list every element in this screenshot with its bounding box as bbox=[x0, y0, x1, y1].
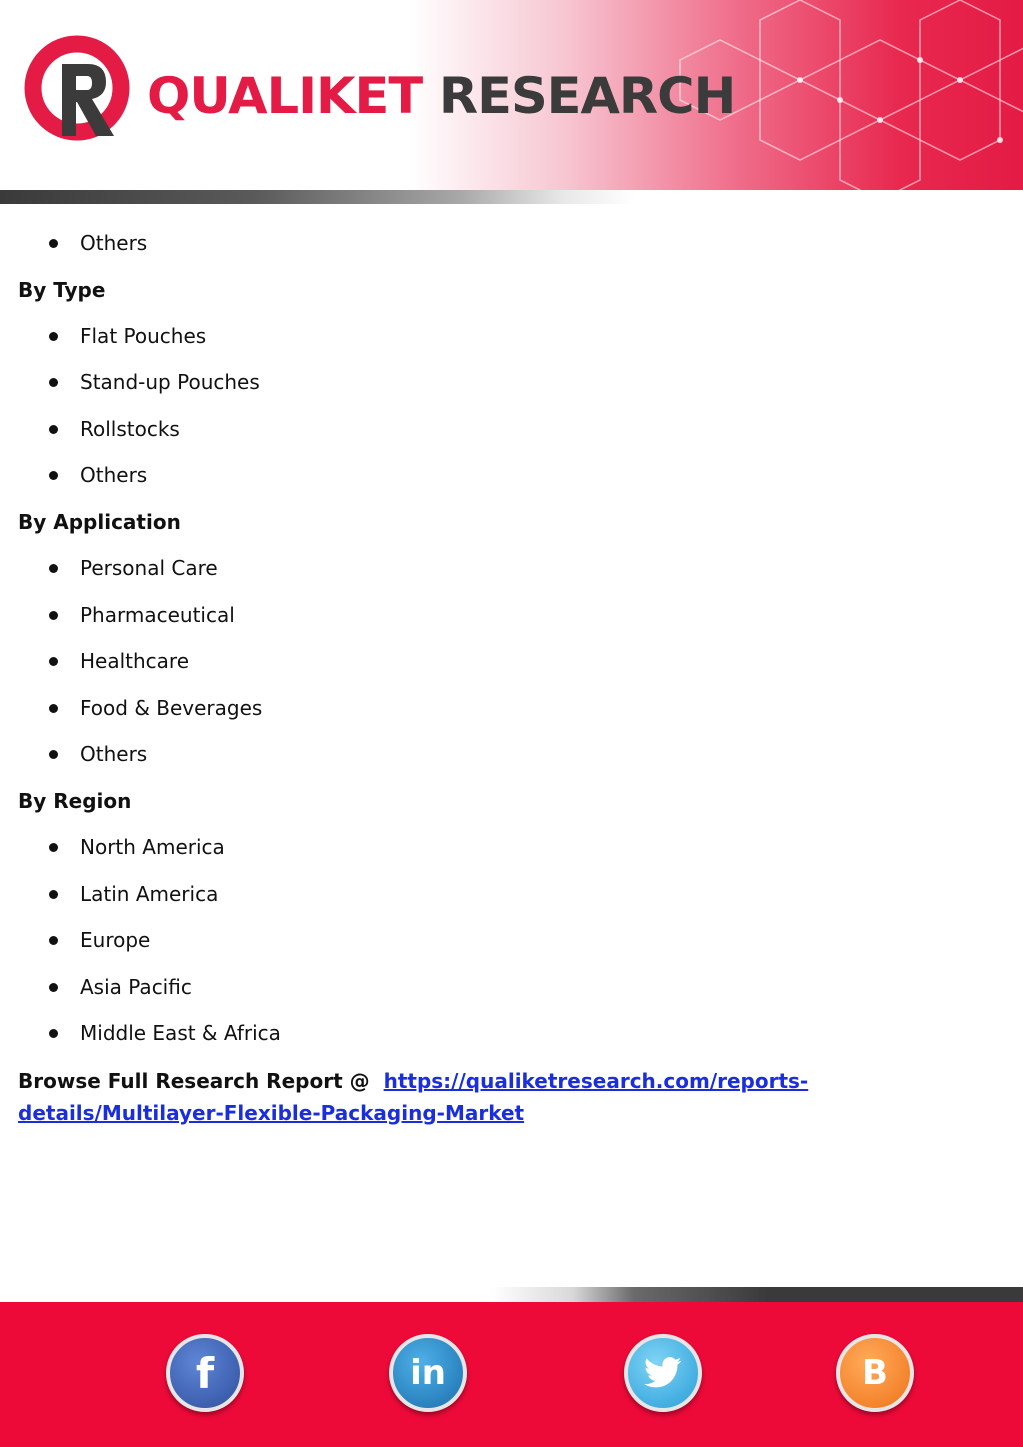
section-heading-region: By Region bbox=[18, 788, 132, 813]
blogger-glyph: B bbox=[862, 1353, 888, 1393]
bullet-icon bbox=[49, 750, 58, 759]
bullet-icon bbox=[49, 239, 58, 248]
facebook-icon[interactable] bbox=[166, 1334, 244, 1412]
list-item bbox=[18, 412, 998, 459]
list-item bbox=[18, 923, 998, 970]
twitter-icon[interactable] bbox=[624, 1334, 702, 1412]
list-item bbox=[18, 551, 998, 598]
section-heading-application: By Application bbox=[18, 509, 181, 534]
list-item-label: Stand-up Pouches bbox=[80, 370, 260, 395]
list-item-label: Others bbox=[80, 463, 148, 488]
bullet-icon bbox=[49, 890, 58, 899]
list-item-label: Middle East & Africa bbox=[80, 1021, 281, 1046]
bullet-icon bbox=[49, 936, 58, 945]
qr-logo-icon bbox=[22, 34, 132, 146]
list-item-label: North America bbox=[80, 834, 225, 859]
bullet-icon bbox=[49, 425, 58, 434]
list-item bbox=[18, 877, 998, 924]
list-item-label: Europe bbox=[80, 928, 151, 953]
list-item-label: Healthcare bbox=[80, 649, 190, 674]
header-divider-band bbox=[0, 190, 1023, 204]
list-item bbox=[18, 644, 998, 691]
list-item-label: Food & Beverages bbox=[80, 695, 263, 720]
list-item-label: Others bbox=[80, 231, 148, 255]
blogger-icon[interactable] bbox=[836, 1334, 914, 1412]
bullet-icon bbox=[49, 1029, 58, 1038]
bullet-icon bbox=[49, 332, 58, 341]
list-item bbox=[18, 319, 998, 366]
list-item bbox=[18, 737, 998, 784]
list-item-label: Flat Pouches bbox=[80, 323, 207, 348]
linkedin-icon[interactable] bbox=[389, 1334, 467, 1412]
page-header bbox=[0, 0, 1023, 192]
bullet-icon bbox=[49, 657, 58, 666]
footer-divider-band bbox=[0, 1287, 1023, 1303]
list-item bbox=[18, 598, 998, 645]
list-item-label: Pharmaceutical bbox=[80, 602, 235, 627]
list-item-label: Asia Pacific bbox=[80, 974, 192, 999]
bullet-icon bbox=[49, 471, 58, 480]
bullet-icon bbox=[49, 983, 58, 992]
list-item bbox=[18, 226, 998, 273]
browse-report bbox=[18, 1065, 998, 1129]
brand-name-part1: QUALIKET bbox=[147, 67, 423, 125]
list-item-label: Rollstocks bbox=[80, 416, 180, 441]
twitter-bird-icon bbox=[644, 1357, 682, 1389]
bullet-icon bbox=[49, 611, 58, 620]
bullet-icon bbox=[49, 843, 58, 852]
bullet-icon bbox=[49, 564, 58, 573]
facebook-glyph: f bbox=[195, 1348, 215, 1398]
document-body bbox=[18, 226, 998, 1129]
bullet-icon bbox=[49, 704, 58, 713]
brand-name bbox=[147, 64, 735, 128]
bullet-icon bbox=[49, 378, 58, 387]
brand-name-part2: RESEARCH bbox=[438, 67, 736, 125]
section-heading-type: By Type bbox=[18, 277, 106, 302]
list-item-label: Personal Care bbox=[80, 555, 218, 580]
list-item bbox=[18, 365, 998, 412]
linkedin-glyph: in bbox=[410, 1353, 446, 1393]
list-item-label: Latin America bbox=[80, 881, 219, 906]
browse-label: Browse Full Research Report @ bbox=[18, 1068, 370, 1093]
list-item bbox=[18, 458, 998, 505]
list-item bbox=[18, 970, 998, 1017]
list-item-label: Others bbox=[80, 742, 148, 767]
list-item bbox=[18, 830, 998, 877]
report-link[interactable]: https://qualiketresearch.com/reports-details/Multilayer-Flexible-Packaging-Market bbox=[18, 1068, 809, 1125]
list-item bbox=[18, 691, 998, 738]
list-item bbox=[18, 1016, 998, 1063]
